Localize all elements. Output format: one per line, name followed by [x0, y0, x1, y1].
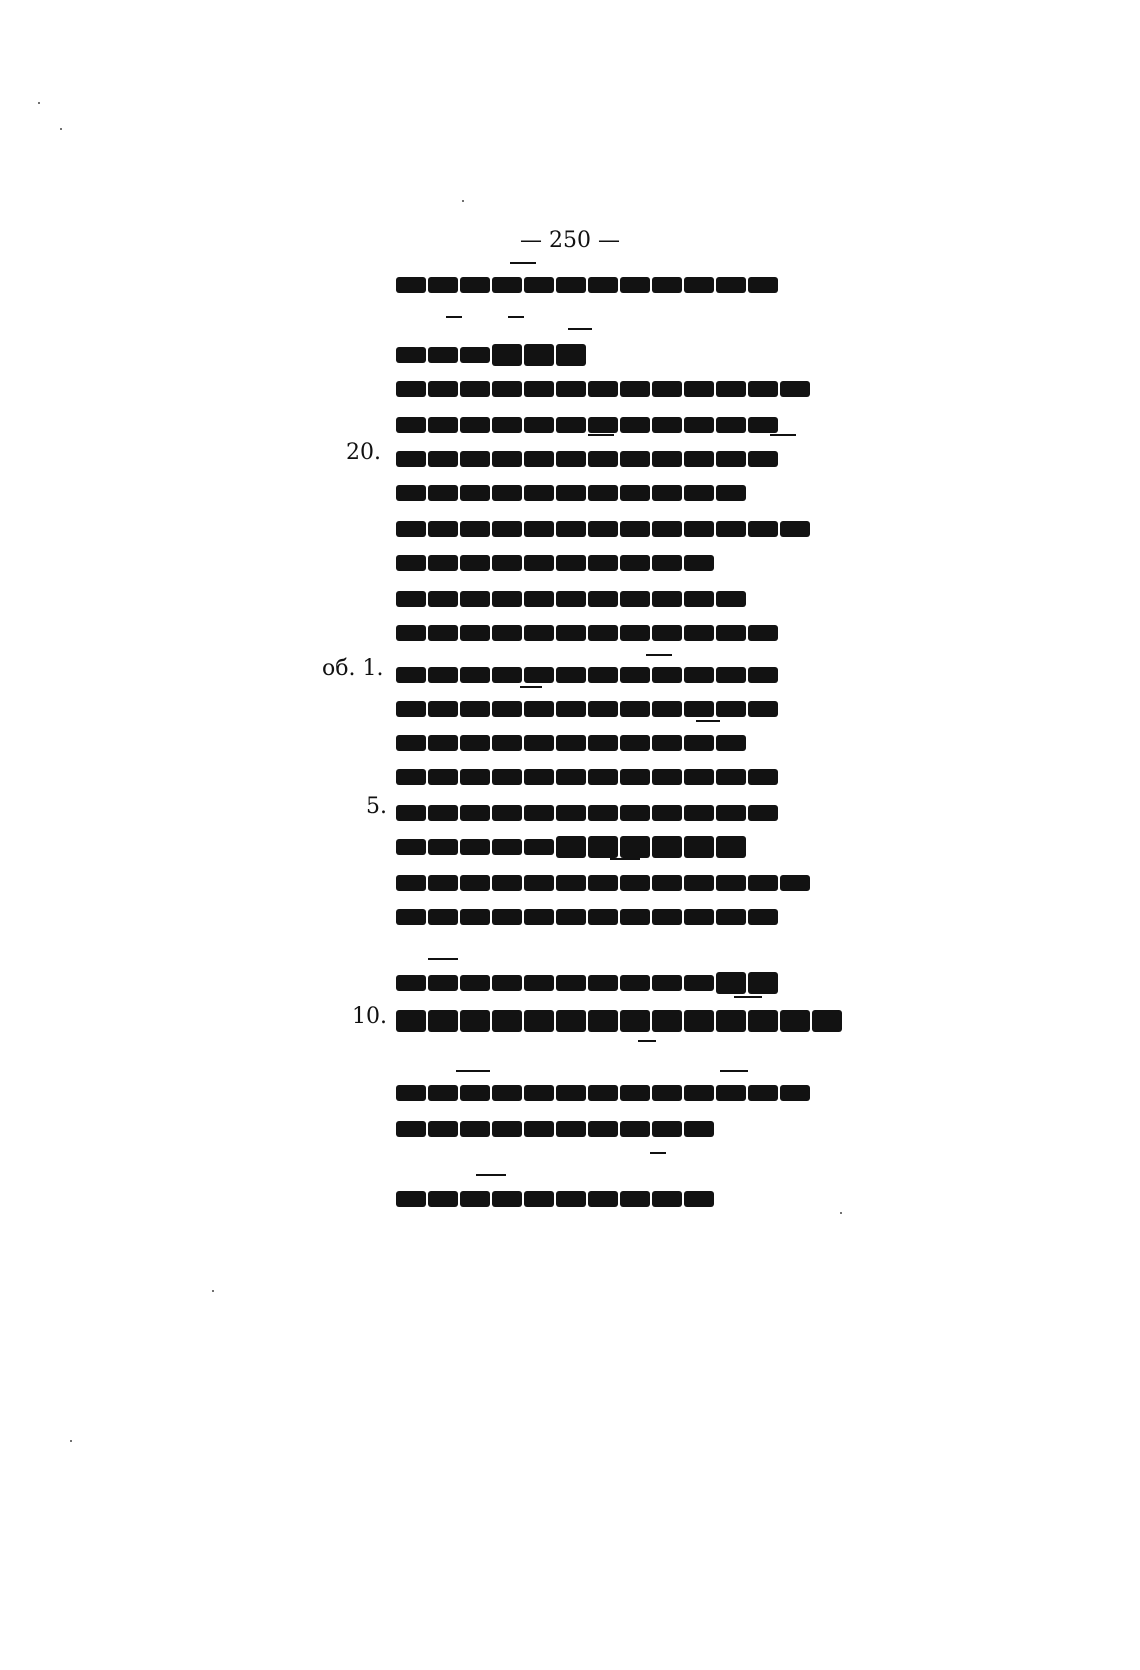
page-number: — 250 —	[520, 228, 620, 253]
scan-speck	[462, 200, 464, 202]
scan-speck	[212, 1290, 214, 1292]
titlo-mark	[446, 316, 462, 318]
verse-number-20: 20.	[346, 440, 381, 465]
titlo-mark	[650, 1152, 666, 1154]
text-line-1	[396, 270, 780, 295]
text-line-23	[396, 1184, 716, 1209]
text-line-5	[396, 444, 780, 469]
text-line-10	[396, 618, 780, 643]
text-line-7	[396, 514, 812, 539]
text-line-15	[396, 798, 780, 823]
scan-speck	[60, 128, 62, 130]
text-line-20	[396, 1006, 844, 1032]
text-line-11	[396, 660, 780, 685]
verse-number-10: 10.	[352, 1004, 387, 1029]
text-line-17	[396, 868, 812, 893]
text-line-18	[396, 902, 780, 927]
text-line-4	[396, 410, 780, 435]
verse-number-5: 5.	[366, 794, 387, 819]
titlo-mark	[770, 434, 796, 436]
titlo-mark	[508, 316, 524, 318]
titlo-mark	[720, 1070, 748, 1072]
scan-speck	[840, 1212, 842, 1214]
text-line-12	[396, 694, 780, 719]
titlo-mark	[476, 1174, 506, 1176]
titlo-mark	[610, 858, 640, 860]
scan-speck	[38, 102, 40, 104]
text-line-2	[396, 340, 588, 366]
text-line-21	[396, 1078, 812, 1103]
titlo-mark	[428, 958, 458, 960]
titlo-mark	[520, 686, 542, 688]
titlo-mark	[646, 654, 672, 656]
text-line-19	[396, 968, 780, 994]
text-line-3	[396, 374, 812, 399]
titlo-mark	[510, 262, 536, 264]
text-line-22	[396, 1114, 716, 1139]
text-line-16	[396, 832, 748, 858]
titlo-mark	[456, 1070, 490, 1072]
titlo-mark	[734, 996, 762, 998]
titlo-mark	[568, 328, 592, 330]
text-line-9	[396, 584, 748, 609]
text-line-8	[396, 548, 716, 573]
text-line-14	[396, 762, 780, 787]
text-line-13	[396, 728, 748, 753]
titlo-mark	[638, 1040, 656, 1042]
folio-number-ob-1: об. 1.	[322, 656, 384, 681]
titlo-mark	[696, 720, 720, 722]
scan-speck	[70, 1440, 72, 1442]
text-line-6	[396, 478, 748, 503]
titlo-mark	[588, 434, 614, 436]
